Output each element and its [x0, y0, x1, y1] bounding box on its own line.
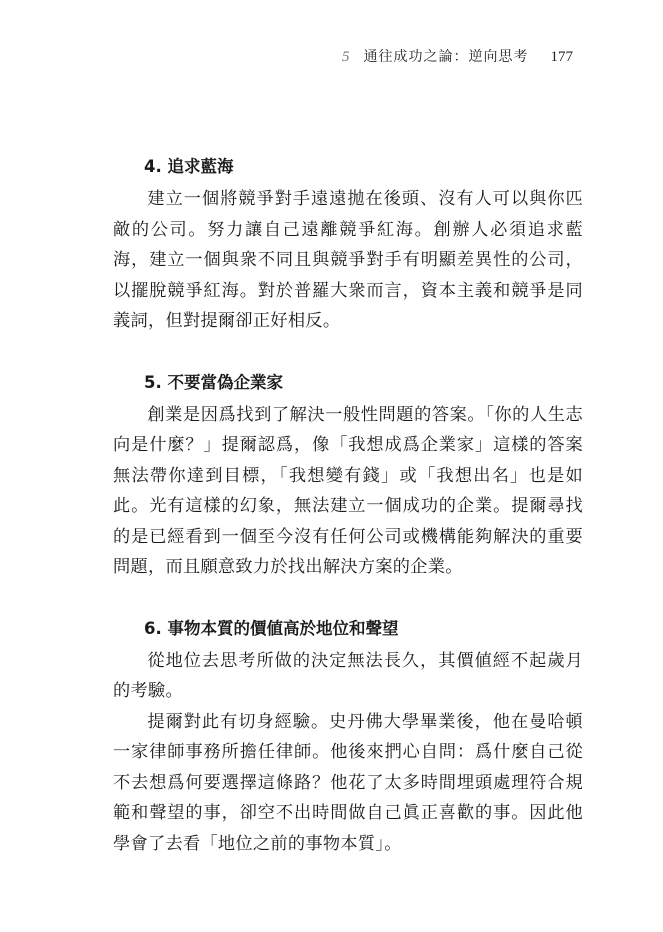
section-4	[113, 150, 583, 337]
page-number: 177	[550, 49, 573, 65]
chapter-title: 通往成功之論：逆向思考	[363, 49, 529, 65]
section-heading: 6. 事物本質的價値高於地位和聲望	[144, 618, 399, 638]
paragraph: 創業是因爲找到了解決一般性問題的答案。「你的人生志向是什麼？」提爾認爲，像「我想成爲企業家」這樣的答案無法帶你達到目標，「我想變有錢」或「我想出名」也是如此。光有這樣的幻象，無法建立一個成功的企業。提爾尋找的是已經看到一個至今沒有任何公司或機構能夠解決的重要問題，而且願意致力於找出解決方案的企業。	[113, 404, 583, 577]
paragraph: 從地位去思考所做的決定無法長久，其價値經不起歲月的考驗。	[113, 650, 583, 701]
section-5	[113, 366, 583, 583]
paragraph: 建立一個將競爭對手遠遠拋在後頭、沒有人可以與你匹敵的公司。努力讓自己遠離競爭紅海。創辦人必須追求藍海，建立一個與衆不同且與競爭對手有明顯差異性的公司，以擺脫競爭紅海。對於普羅大衆而言，資本主義和競爭是同義詞，但對提爾卻正好相反。	[113, 189, 583, 331]
section-heading: 4. 追求藍海	[144, 157, 234, 176]
section-heading: 5. 不要當偽企業家	[144, 372, 283, 392]
chapter-number: 5	[342, 49, 350, 65]
page-body	[113, 150, 583, 859]
paragraph: 提爾對此有切身經驗。史丹佛大學畢業後，他在曼哈頓一家律師事務所擔任律師。他後來捫心自問：爲什麼自己從不去想爲何要選擇這條路？他花了太多時間埋頭處理符合規範和聲望的事，卻空不出時間做自己眞正喜歡的事。因此他學會了去看「地位之前的事物本質」。	[113, 711, 583, 854]
running-header	[342, 46, 573, 66]
section-6	[113, 612, 583, 860]
